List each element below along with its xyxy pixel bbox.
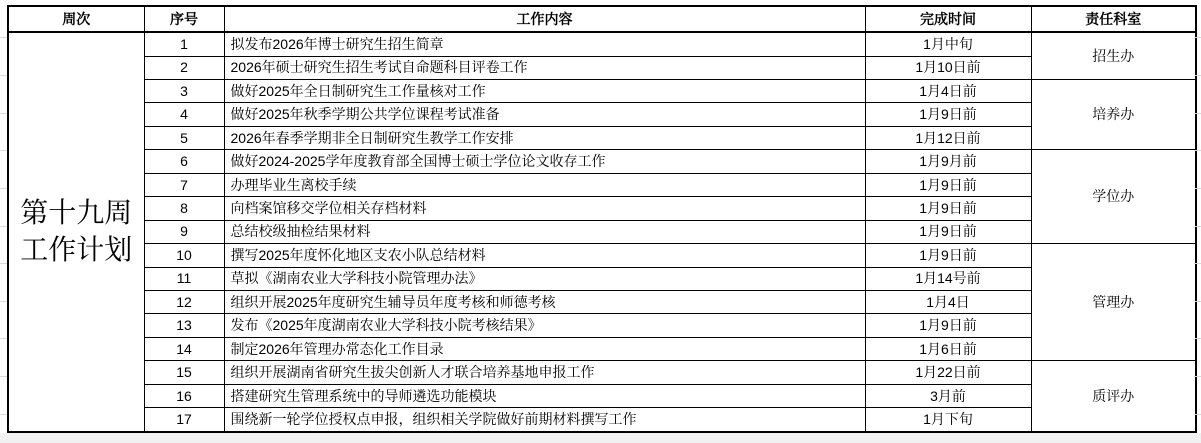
row-number-cell[interactable]: 12 — [144, 290, 224, 313]
deadline-cell[interactable]: 1月中旬 — [865, 32, 1031, 56]
grid-tick — [0, 150, 7, 151]
table-row — [8, 80, 1196, 103]
row-number-cell[interactable]: 5 — [144, 126, 224, 149]
work-content-cell[interactable]: 做好2024-2025学年度教育部全国博士硕士学位论文收存工作 — [224, 150, 865, 173]
table-row — [8, 267, 1196, 290]
week-line: 第十九周 — [20, 197, 133, 229]
grid-tick — [0, 263, 7, 264]
work-content-cell[interactable]: 发布《2025年度湖南农业大学科技小院考核结果》 — [224, 314, 865, 337]
work-content-cell[interactable]: 2026年春季学期非全日制研究生教学工作安排 — [224, 126, 865, 149]
row-number-cell[interactable]: 15 — [144, 361, 224, 384]
table-row — [8, 220, 1196, 243]
deadline-cell[interactable]: 1月4日 — [865, 290, 1031, 313]
row-number-cell[interactable]: 9 — [144, 220, 224, 243]
table-row — [8, 290, 1196, 313]
table-row — [8, 361, 1196, 384]
deadline-cell[interactable]: 1月9日前 — [865, 103, 1031, 126]
row-number-cell[interactable]: 17 — [144, 408, 224, 432]
work-plan-table — [7, 5, 1197, 433]
office-cell[interactable]: 培养办 — [1031, 80, 1196, 150]
deadline-cell[interactable]: 1月9日前 — [865, 220, 1031, 243]
table-row — [8, 197, 1196, 220]
grid-tick — [0, 226, 7, 227]
row-number-cell[interactable]: 7 — [144, 173, 224, 196]
work-content-cell[interactable]: 办理毕业生离校手续 — [224, 173, 865, 196]
row-number-cell[interactable]: 10 — [144, 244, 224, 267]
office-cell[interactable]: 招生办 — [1031, 32, 1196, 80]
grid-tick — [1194, 37, 1201, 38]
table-row — [8, 337, 1196, 360]
work-content-cell[interactable]: 总结校级抽检结果材料 — [224, 220, 865, 243]
row-number-cell[interactable]: 13 — [144, 314, 224, 337]
work-content-cell[interactable]: 组织开展2025年度研究生辅导员年度考核和师德考核 — [224, 290, 865, 313]
table-row — [8, 126, 1196, 149]
grid-tick — [1194, 113, 1201, 114]
table-row — [8, 32, 1196, 56]
deadline-cell[interactable]: 1月14号前 — [865, 267, 1031, 290]
work-content-cell[interactable]: 组织开展湖南省研究生拔尖创新人才联合培养基地申报工作 — [224, 361, 865, 384]
work-content-cell[interactable]: 做好2025年秋季学期公共学位课程考试准备 — [224, 103, 865, 126]
plan-table-body — [8, 32, 1196, 432]
work-content-cell[interactable]: 撰写2025年度怀化地区支农小队总结材料 — [224, 244, 865, 267]
row-number-cell[interactable]: 4 — [144, 103, 224, 126]
grid-tick — [1194, 301, 1201, 302]
week-line: 工作计划 — [20, 234, 133, 265]
grid-tick — [0, 301, 7, 302]
week-cell[interactable] — [8, 32, 144, 432]
grid-tick — [1194, 376, 1201, 377]
grid-tick — [0, 376, 7, 377]
row-number-cell[interactable]: 6 — [144, 150, 224, 173]
work-content-cell[interactable]: 制定2026年管理办常态化工作目录 — [224, 337, 865, 360]
deadline-cell[interactable]: 1月9月前 — [865, 150, 1031, 173]
grid-tick — [0, 37, 7, 38]
deadline-cell[interactable]: 1月12日前 — [865, 126, 1031, 149]
table-row — [8, 314, 1196, 337]
grid-tick — [0, 113, 7, 114]
header-time[interactable]: 完成时间 — [865, 6, 1031, 32]
work-content-cell[interactable]: 围绕新一轮学位授权点申报，组织相关学院做好前期材料撰写工作 — [224, 408, 865, 432]
table-row — [8, 244, 1196, 267]
row-number-cell[interactable]: 16 — [144, 384, 224, 407]
deadline-cell[interactable]: 1月下旬 — [865, 408, 1031, 432]
sheet-area-below-table — [0, 433, 1201, 443]
row-number-cell[interactable]: 3 — [144, 80, 224, 103]
header-content[interactable]: 工作内容 — [224, 6, 865, 32]
grid-tick — [1194, 188, 1201, 189]
deadline-cell[interactable]: 1月6日前 — [865, 337, 1031, 360]
work-content-cell[interactable]: 2026年硕士研究生招生考试自命题科目评卷工作 — [224, 56, 865, 79]
grid-tick — [1194, 75, 1201, 76]
header-no[interactable]: 序号 — [144, 6, 224, 32]
row-number-cell[interactable]: 14 — [144, 337, 224, 360]
work-content-cell[interactable]: 草拟《湖南农业大学科技小院管理办法》 — [224, 267, 865, 290]
deadline-cell[interactable]: 1月4日前 — [865, 80, 1031, 103]
deadline-cell[interactable]: 1月9日前 — [865, 244, 1031, 267]
grid-tick — [0, 75, 7, 76]
deadline-cell[interactable]: 1月10日前 — [865, 56, 1031, 79]
grid-tick — [1194, 150, 1201, 151]
row-number-cell[interactable]: 8 — [144, 197, 224, 220]
work-content-cell[interactable]: 向档案馆移交学位相关存档材料 — [224, 197, 865, 220]
office-cell[interactable]: 管理办 — [1031, 244, 1196, 361]
table-row — [8, 56, 1196, 79]
work-content-cell[interactable]: 做好2025年全日制研究生工作量核对工作 — [224, 80, 865, 103]
row-number-cell[interactable]: 11 — [144, 267, 224, 290]
work-content-cell[interactable]: 拟发布2026年博士研究生招生简章 — [224, 32, 865, 56]
office-cell[interactable]: 质评办 — [1031, 361, 1196, 432]
table-row — [8, 173, 1196, 196]
row-number-cell[interactable]: 1 — [144, 32, 224, 56]
row-number-cell[interactable]: 2 — [144, 56, 224, 79]
table-row — [8, 103, 1196, 126]
deadline-cell[interactable]: 3月前 — [865, 384, 1031, 407]
deadline-cell[interactable]: 1月9日前 — [865, 173, 1031, 196]
deadline-cell[interactable]: 1月22日前 — [865, 361, 1031, 384]
work-content-cell[interactable]: 搭建研究生管理系统中的导师遴选功能模块 — [224, 384, 865, 407]
table-row — [8, 150, 1196, 173]
deadline-cell[interactable]: 1月9日前 — [865, 314, 1031, 337]
grid-tick — [1194, 338, 1201, 339]
grid-tick — [1194, 263, 1201, 264]
grid-tick — [1194, 414, 1201, 415]
office-cell[interactable]: 学位办 — [1031, 150, 1196, 244]
table-row — [8, 408, 1196, 432]
table-row — [8, 384, 1196, 407]
header-office[interactable]: 责任科室 — [1031, 6, 1196, 32]
header-row — [8, 6, 1196, 32]
grid-tick — [0, 414, 7, 415]
deadline-cell[interactable]: 1月9日前 — [865, 197, 1031, 220]
grid-tick — [1194, 226, 1201, 227]
grid-tick — [0, 338, 7, 339]
grid-tick — [0, 188, 7, 189]
header-week[interactable]: 周次 — [8, 6, 144, 32]
